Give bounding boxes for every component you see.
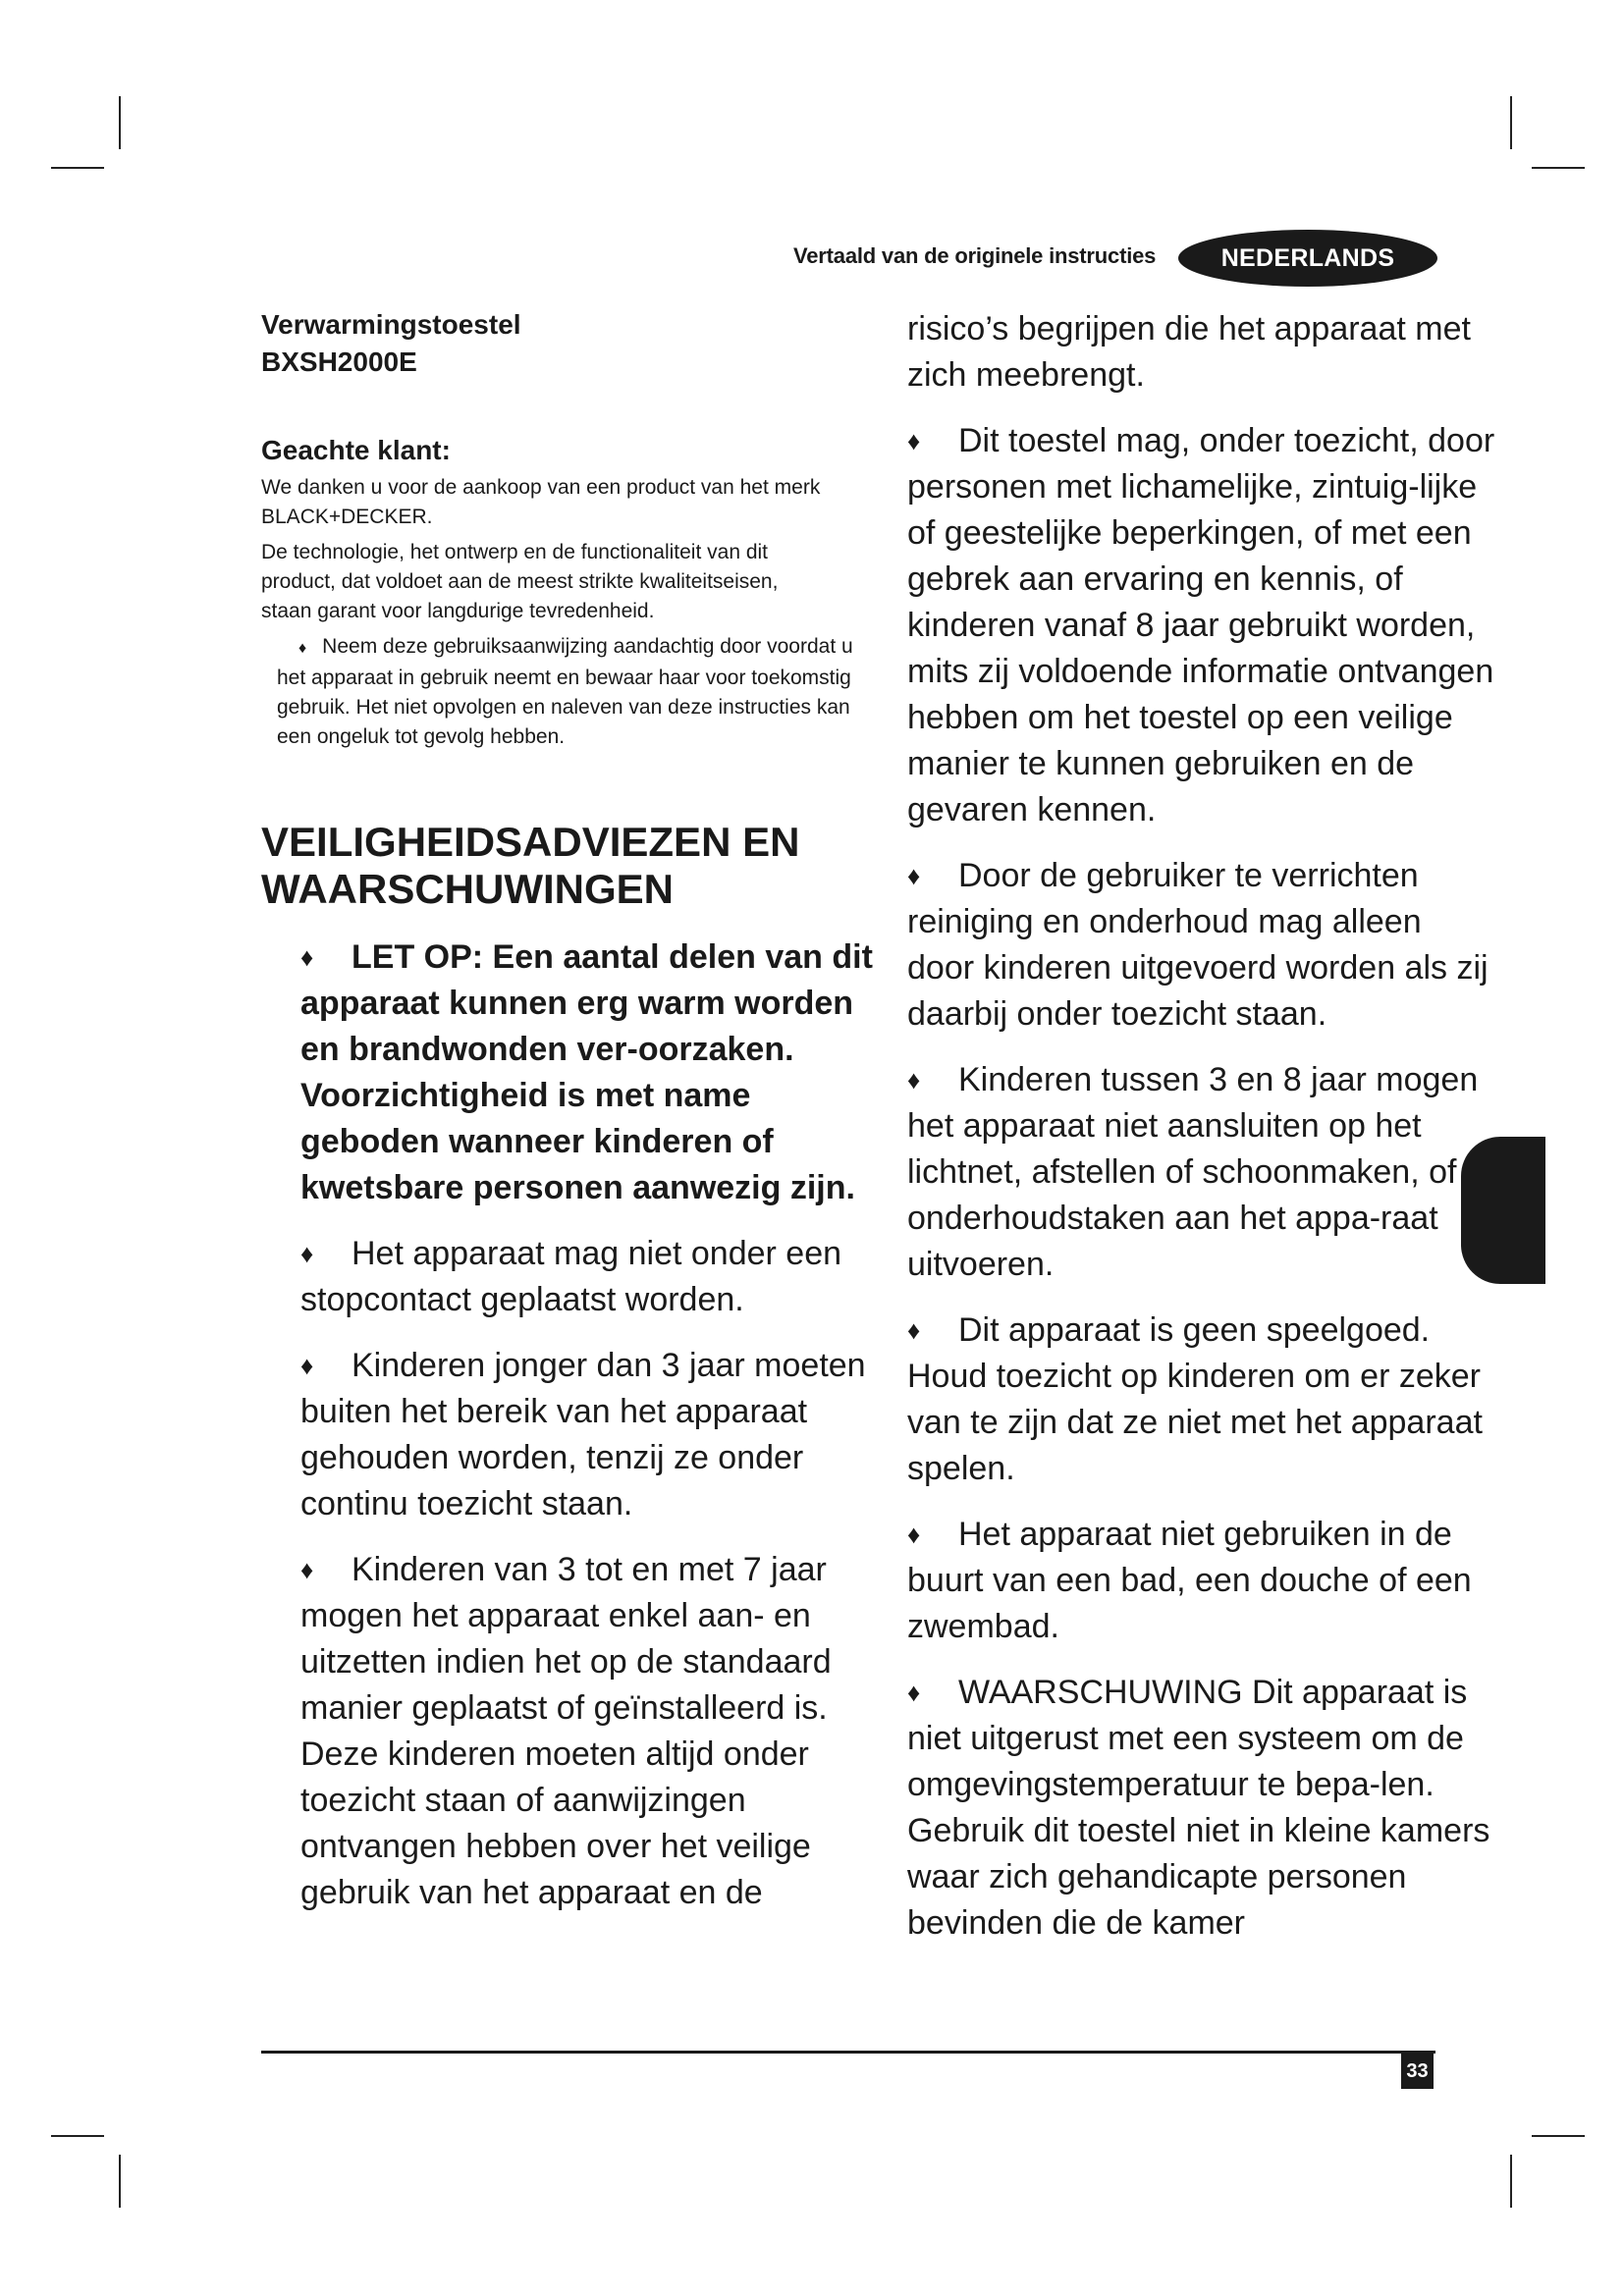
safety-list-right bbox=[907, 418, 1496, 1947]
list-item-text: Kinderen tussen 3 en 8 jaar mogen het apparaat niet aansluiten op het lichtnet, afstellen of schoonmaken, of onderhoudstaken aan het appa-raat uitvoeren. bbox=[907, 1061, 1479, 1283]
intro-bullet bbox=[277, 632, 866, 752]
crop-mark bbox=[1532, 2135, 1585, 2137]
section-heading: VEILIGHEIDSADVIEZEN EN WAARSCHUWINGEN bbox=[261, 819, 800, 912]
bullet-diamond-icon: ♦ bbox=[907, 861, 921, 890]
bullet-diamond-icon: ♦ bbox=[907, 1520, 921, 1549]
product-name: Verwarmingstoestel bbox=[261, 309, 521, 340]
right-column bbox=[907, 306, 1496, 1966]
list-item bbox=[907, 1670, 1496, 1947]
intro-paragraph: De technologie, het ontwerp en de functionaliteit van dit product, dat voldoet aan de meest strikte kwaliteitseisen, staan garant voor langdurige tevredenheid. bbox=[261, 541, 779, 622]
list-item bbox=[907, 418, 1496, 833]
list-item-text: Door de gebruiker te verrichten reiniging en onderhoud mag alleen door kinderen uitgevoerd worden als zij daarbij onder toezicht staan. bbox=[907, 857, 1489, 1033]
bullet-diamond-icon: ♦ bbox=[907, 426, 921, 455]
crop-mark bbox=[119, 2155, 121, 2208]
list-item bbox=[261, 1547, 880, 1916]
intro-paragraph: We danken u voor de aankoop van een product van het merk BLACK+DECKER. bbox=[261, 476, 821, 528]
bullet-diamond-icon: ♦ bbox=[298, 640, 307, 657]
list-item-text: Dit apparaat is geen speelgoed. Houd toezicht op kinderen om er zeker van te zijn dat ze niet met het apparaat spelen. bbox=[907, 1311, 1483, 1487]
bullet-diamond-icon: ♦ bbox=[300, 1555, 314, 1584]
list-item bbox=[261, 1231, 880, 1323]
page-number: 33 bbox=[1401, 2054, 1434, 2089]
bullet-diamond-icon: ♦ bbox=[300, 1351, 314, 1380]
left-column bbox=[261, 306, 880, 1936]
list-item-text: LET OP: Een aantal delen van dit apparaat kunnen erg warm worden en brandwonden ver-oorzaken. Voorzichtigheid is met name geboden wanneer kinderen of kwetsbare personen aanwezig zijn. bbox=[300, 938, 873, 1206]
greeting: Geachte klant: bbox=[261, 435, 451, 465]
model-number: BXSH2000E bbox=[261, 347, 417, 377]
list-item-text: WAARSCHUWING Dit apparaat is niet uitgerust met een systeem om de omgevingstemperatuur te bepa-len. Gebruik dit toestel niet in kleine kamers waar zich gehandicapte personen bevinden die de kamer bbox=[907, 1674, 1490, 1942]
list-item bbox=[261, 1343, 880, 1527]
list-item-text: Kinderen van 3 tot en met 7 jaar mogen het apparaat enkel aan- en uitzetten indien het op de standaard manier geplaatst of geïnstalleerd is. Deze kinderen moeten altijd onder toezicht staan of aanwijzingen ontvangen hebben over het veilige gebruik van het apparaat en de bbox=[300, 1551, 832, 1911]
safety-list-left bbox=[261, 934, 880, 1916]
header-subtitle: Vertaald van de originele instructies bbox=[793, 243, 1157, 268]
bullet-diamond-icon: ♦ bbox=[907, 1678, 921, 1707]
language-badge: NEDERLANDS bbox=[1178, 230, 1437, 287]
list-item-text: Kinderen jonger dan 3 jaar moeten buiten het bereik van het apparaat gehouden worden, tenzij ze onder continu toezicht staan. bbox=[300, 1347, 866, 1522]
list-item-text: Het apparaat niet gebruiken in de buurt van een bad, een douche of een zwembad. bbox=[907, 1516, 1472, 1645]
crop-mark bbox=[51, 2135, 104, 2137]
list-item bbox=[261, 934, 880, 1211]
list-item bbox=[907, 1512, 1496, 1650]
intro-bullet-text: Neem deze gebruiksaanwijzing aandachtig door voordat u het apparaat in gebruik neemt en bewaar haar voor toekomstig gebruik. Het niet opvolgen en naleven van deze instructies kan een ongeluk tot gevolg hebben. bbox=[277, 635, 853, 748]
crop-mark bbox=[1510, 96, 1512, 149]
list-item-text: Het apparaat mag niet onder een stopcontact geplaatst worden. bbox=[300, 1235, 842, 1318]
crop-mark bbox=[1532, 167, 1585, 169]
bullet-diamond-icon: ♦ bbox=[300, 942, 314, 972]
bullet-diamond-icon: ♦ bbox=[300, 1239, 314, 1268]
bullet-diamond-icon: ♦ bbox=[907, 1315, 921, 1345]
footer-rule bbox=[261, 2051, 1435, 2054]
crop-mark bbox=[51, 167, 104, 169]
bullet-diamond-icon: ♦ bbox=[907, 1065, 921, 1095]
continued-text: risico’s begrijpen die het apparaat met zich meebrengt. bbox=[907, 310, 1471, 394]
crop-mark bbox=[119, 96, 121, 149]
list-item-text: Dit toestel mag, onder toezicht, door personen met lichamelijke, zintuig-lijke of geestelijke beperkingen, of met een gebrek aan ervaring en kennis, of kinderen vanaf 8 jaar gebruikt worden, mits zij voldoende informatie ontvangen hebben om het toestel op een veilige manier te kunnen gebruiken en de gevaren kennen. bbox=[907, 422, 1495, 828]
list-item bbox=[907, 1057, 1496, 1288]
crop-mark bbox=[1510, 2155, 1512, 2208]
list-item bbox=[907, 853, 1496, 1038]
list-item bbox=[907, 1308, 1496, 1492]
